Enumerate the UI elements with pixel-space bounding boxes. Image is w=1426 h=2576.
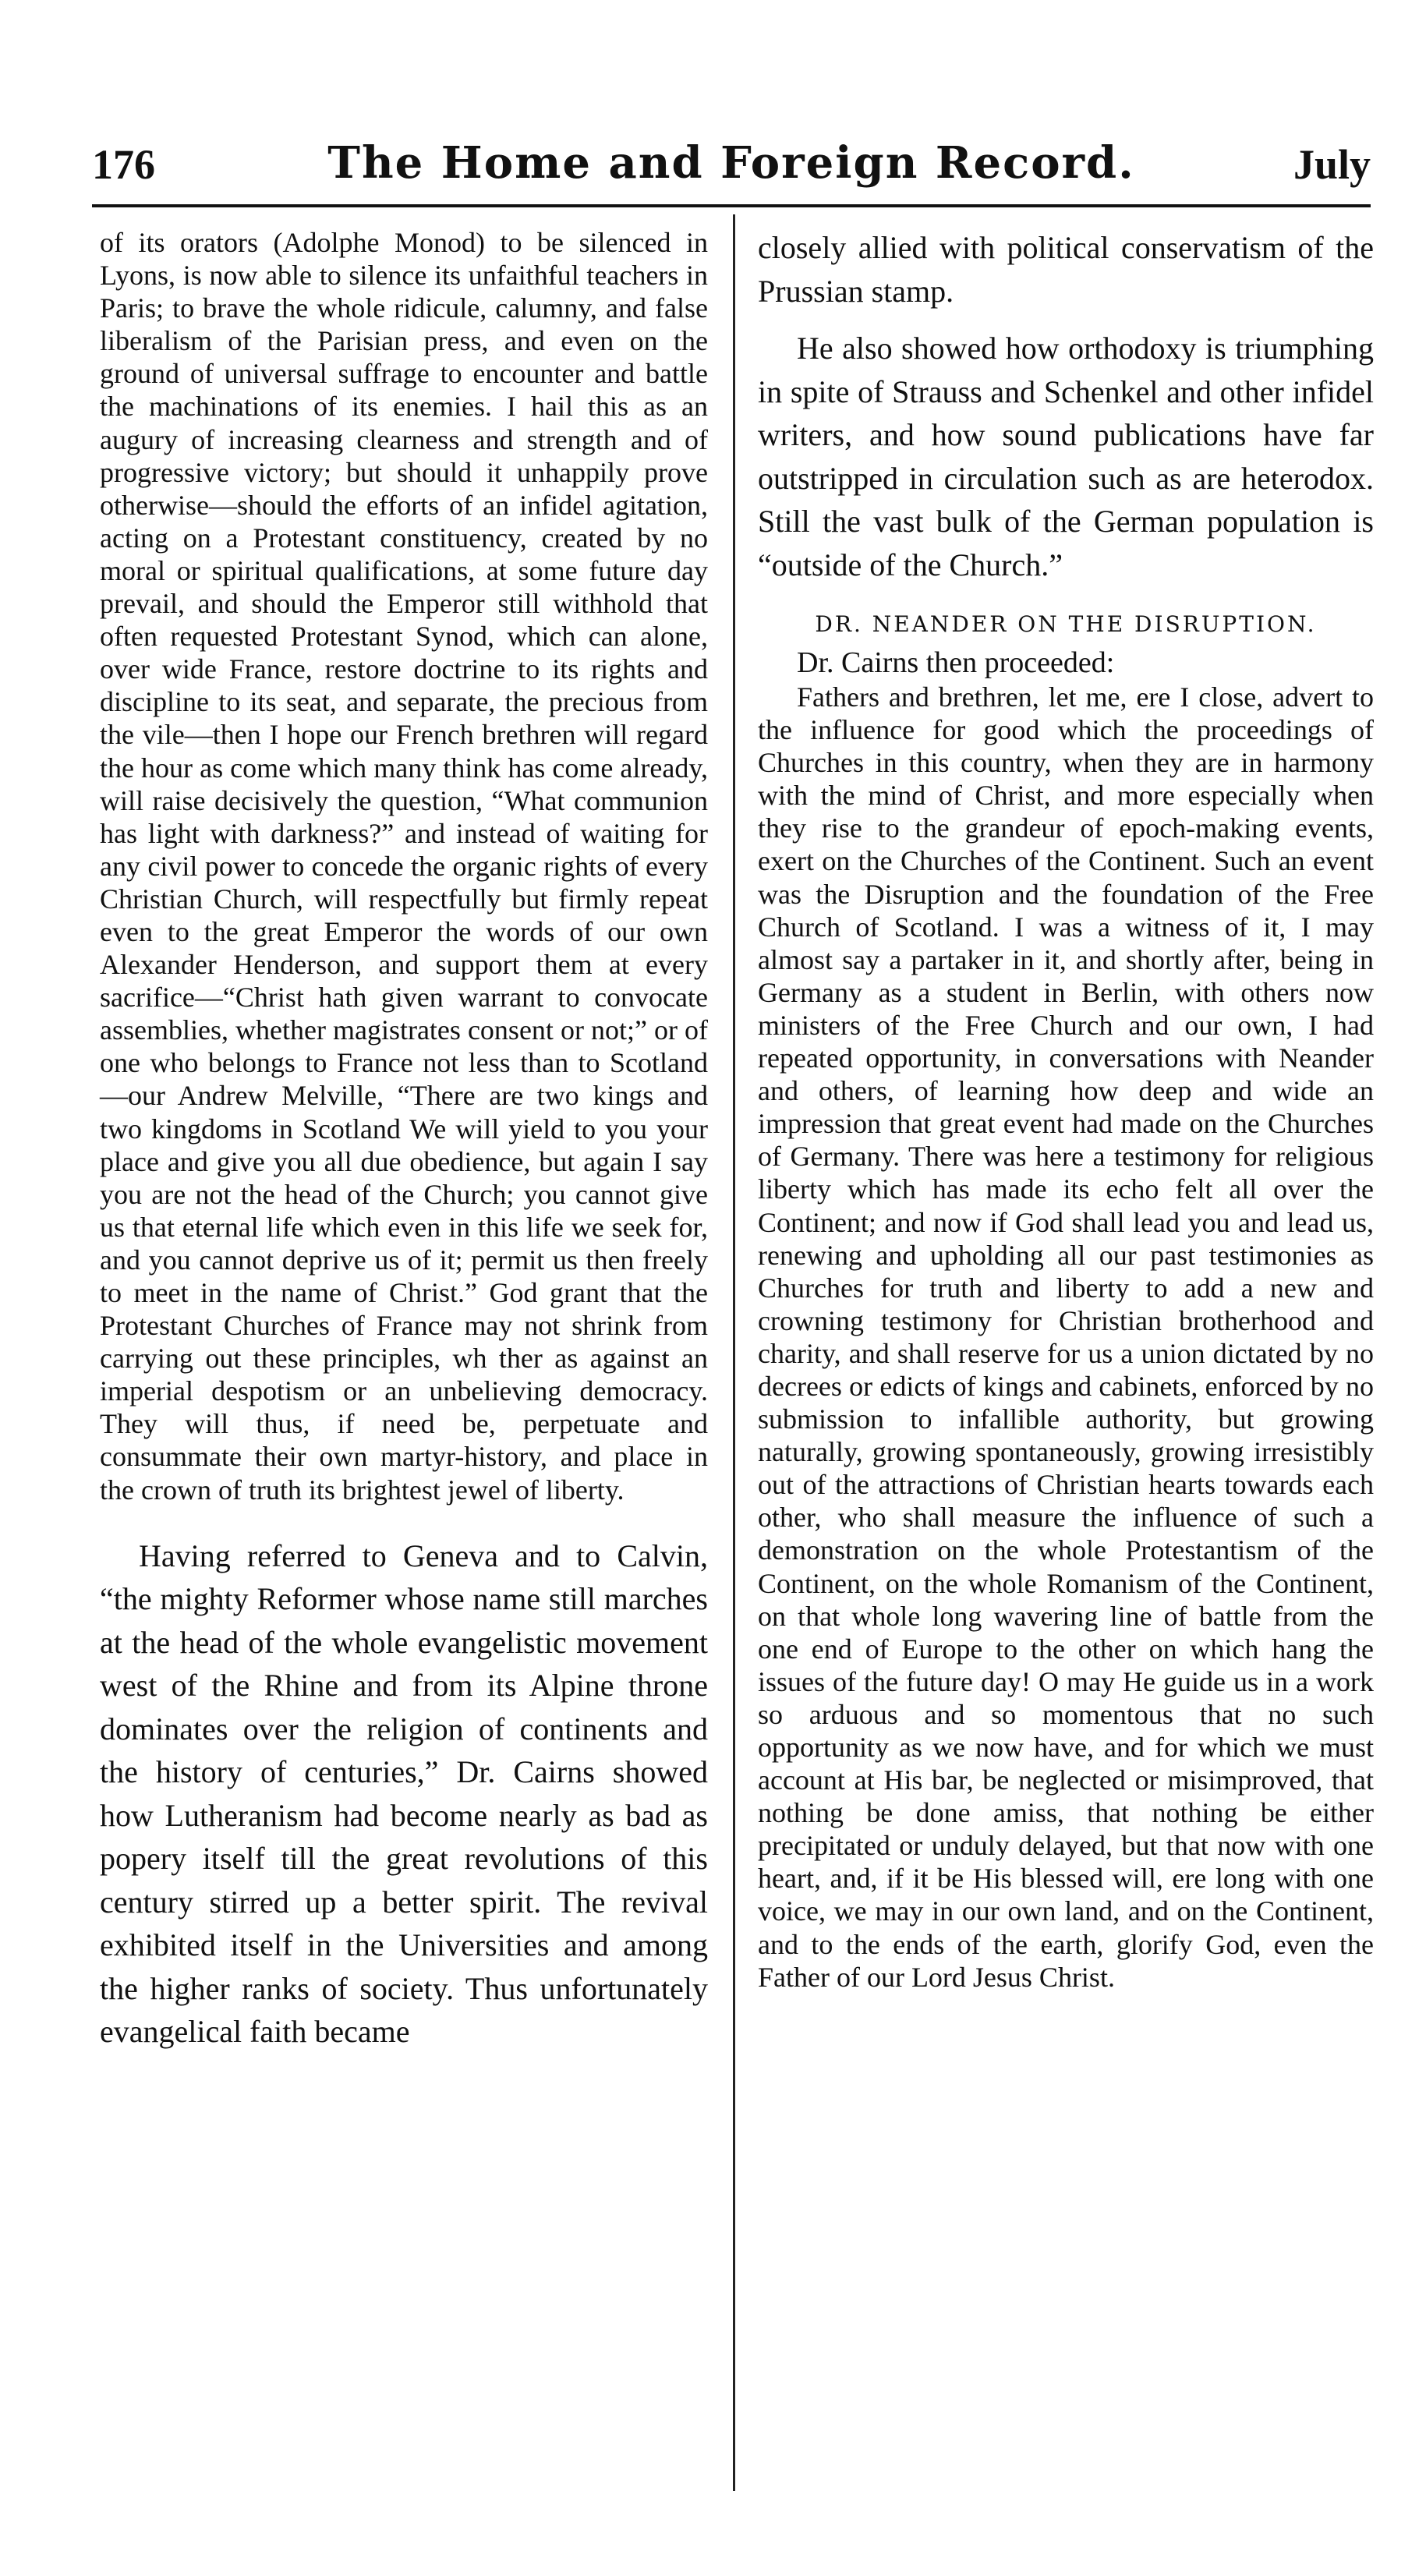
left-column bbox=[100, 226, 708, 2054]
running-title: The Home and Foreign Record. bbox=[327, 137, 1135, 189]
right-paragraph-2: He also showed how orthodoxy is triumphing in spite of Strauss and Schenkel and other infidel writers, and how sound publications have far outstripped in circulation such as are heterodox. Still the vast bulk of the German population is “outside of the Church.” bbox=[758, 331, 1374, 582]
right-paragraph-1: closely allied with political conservatism of the Prussian stamp. bbox=[758, 230, 1374, 309]
right-column bbox=[758, 226, 1374, 1994]
right-paragraph-4: Fathers and brethren, let me, ere I close, advert to the influence for good which the proceedings of Churches in this country, when they are in harmony with the mind of Christ, and more especially when they rise to the grandeur of epoch-making events, exert on the Churches of the Continent. Such an event was the Disruption and the foundation of the Free Church of Scotland. I was a witness of it, I may almost say a partaker in it, and shortly after, being in Germany as a student in Berlin, with others now ministers of the Free Church and our own, I had repeated opportunity, in conversations with Neander and others, of learning how deep and wide an impression that great event had made on the Churches of Germany. There was here a testimony for religious liberty which has made its echo felt all over the Continent; and now if God shall lead you and lead us, renewing and upholding all our past testimonies as Churches for truth and liberty to add a new and crowning testimony for Christian brotherhood and charity, and shall reserve for us a union dictated by no decrees or edicts of kings and cabinets, enforced by no submission to infallible authority, but growing naturally, growing spontaneously, growing irresistibly out of the attractions of Christian hearts towards each other, who shall measure the influence of such a demonstration on the whole Protestantism of the Continent, on the whole Romanism of the Continent, on that whole long wavering line of battle from the one end of Europe to the other on which hang the issues of the future day! O may He guide us in a work so arduous and so momentous that no such opportunity as we now have, and for which we must account at His bar, be neglected or misimproved, that nothing be done amiss, that nothing be either precipitated or unduly delayed, but that now with one heart, and, if it be His blessed will, ere long with one voice, we may in our own land, and on the Continent, and to the ends of the earth, glorify God, even the Father of our Lord Jesus Christ. bbox=[758, 681, 1374, 1993]
header-rule bbox=[92, 204, 1371, 207]
right-paragraph-3: Dr. Cairns then proceeded: bbox=[797, 646, 1115, 679]
section-heading: DR. NEANDER ON THE DISRUPTION. bbox=[815, 611, 1317, 637]
column-divider bbox=[733, 214, 735, 2491]
left-paragraph-1: of its orators (Adolphe Monod) to be silenced in Lyons, is now able to silence its unfaithful teachers in Paris; to brave the whole ridicule, calumny, and false liberalism of the Parisian press, and even on the ground of universal suffrage to encounter and battle the machinations of its enemies. I hail this as an augury of increasing clearness and strength and of progressive victory; but should it unhappily prove otherwise—should the efforts of an infidel agitation, acting on a Protestant constituency, created by no moral or spiritual qualifications, at some future day prevail, and should the Emperor still withhold that often requested Protestant Synod, which can alone, over wide France, restore doctrine to its rights and discipline to its seat, and separate, the precious from the vile—then I hope our French brethren will regard the hour as come which many think has come already, will raise decisively the question, “What communion has light with darkness?” and instead of waiting for any civil power to concede the organic rights of every Christian Church, will respectfully but firmly repeat even to the great Emperor the words of our own Alexander Henderson, and support them at every sacrifice—“Christ hath given warrant to convocate assemblies, whether magistrates consent or not;” or of one who belongs to France not less than to Scotland—our Andrew Melville, “There are two kings and two kingdoms in Scotland We will yield to you your place and give you all due obedience, but again I say you are not the head of the Church; you cannot give us that eternal life which even in this life we seek for, and you cannot deprive us of it; permit us then freely to meet in the name of Christ.” God grant that the Protestant Churches of France may not shrink from carrying out these principles, wh ther as against an imperial despotism or an unbelieving democracy. They will thus, if need be, perpetuate and consummate their own martyr-history, and place in the crown of truth its brightest jewel of liberty. bbox=[100, 227, 708, 1506]
left-paragraph-2: Having referred to Geneva and to Calvin, “the mighty Reformer whose name still marches at the head of the whole evangelistic movement west of the Rhine and from its Alpine throne dominates over the religion of continents and the history of centuries,” Dr. Cairns showed how Lutheranism had become nearly as bad as popery itself till the great revolutions of this century stirred up a better spirit. The revival exhibited itself in the Universities and among the higher ranks of society. Thus unfortunately evangelical faith became bbox=[100, 1537, 708, 2050]
page-header bbox=[92, 133, 1371, 195]
issue-month: July bbox=[1293, 141, 1371, 188]
page-number: 176 bbox=[92, 141, 155, 188]
